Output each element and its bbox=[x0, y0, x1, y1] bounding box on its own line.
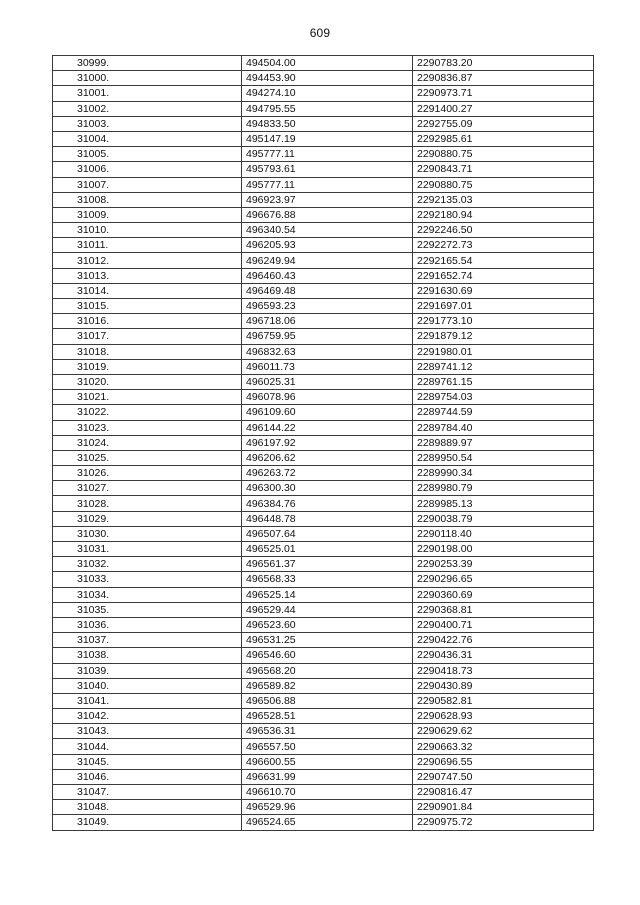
table-row bbox=[53, 162, 594, 177]
x-coordinate-cell: 496557.50 bbox=[242, 739, 413, 754]
point-number-cell: 31019. bbox=[53, 359, 242, 374]
x-coordinate-cell: 496263.72 bbox=[242, 466, 413, 481]
x-coordinate-cell: 494833.50 bbox=[242, 116, 413, 131]
table-row bbox=[53, 815, 594, 830]
point-number-cell: 31047. bbox=[53, 785, 242, 800]
table-row bbox=[53, 101, 594, 116]
table-row bbox=[53, 71, 594, 86]
table-row bbox=[53, 420, 594, 435]
point-number-cell: 31001. bbox=[53, 86, 242, 101]
y-coordinate-cell: 2291773.10 bbox=[413, 314, 594, 329]
y-coordinate-cell: 2292985.61 bbox=[413, 131, 594, 146]
x-coordinate-cell: 496536.31 bbox=[242, 724, 413, 739]
table-row bbox=[53, 390, 594, 405]
y-coordinate-cell: 2292246.50 bbox=[413, 223, 594, 238]
table-row bbox=[53, 526, 594, 541]
x-coordinate-cell: 496469.48 bbox=[242, 283, 413, 298]
point-number-cell: 31027. bbox=[53, 481, 242, 496]
table-row bbox=[53, 693, 594, 708]
y-coordinate-cell: 2289990.34 bbox=[413, 466, 594, 481]
y-coordinate-cell: 2290422.76 bbox=[413, 633, 594, 648]
table-row bbox=[53, 572, 594, 587]
point-number-cell: 31023. bbox=[53, 420, 242, 435]
table-row bbox=[53, 192, 594, 207]
table-row bbox=[53, 709, 594, 724]
point-number-cell: 31006. bbox=[53, 162, 242, 177]
y-coordinate-cell: 2290696.55 bbox=[413, 754, 594, 769]
x-coordinate-cell: 496531.25 bbox=[242, 633, 413, 648]
table-row bbox=[53, 268, 594, 283]
y-coordinate-cell: 2290296.65 bbox=[413, 572, 594, 587]
point-number-cell: 31026. bbox=[53, 466, 242, 481]
point-number-cell: 31013. bbox=[53, 268, 242, 283]
table-row bbox=[53, 678, 594, 693]
table-row bbox=[53, 542, 594, 557]
x-coordinate-cell: 496197.92 bbox=[242, 435, 413, 450]
table-row bbox=[53, 253, 594, 268]
table-row bbox=[53, 739, 594, 754]
y-coordinate-cell: 2289889.97 bbox=[413, 435, 594, 450]
x-coordinate-cell: 496206.62 bbox=[242, 450, 413, 465]
point-number-cell: 31018. bbox=[53, 344, 242, 359]
point-number-cell: 31007. bbox=[53, 177, 242, 192]
y-coordinate-cell: 2290198.00 bbox=[413, 542, 594, 557]
x-coordinate-cell: 496589.82 bbox=[242, 678, 413, 693]
y-coordinate-cell: 2289980.79 bbox=[413, 481, 594, 496]
x-coordinate-cell: 496523.60 bbox=[242, 617, 413, 632]
y-coordinate-cell: 2291879.12 bbox=[413, 329, 594, 344]
point-number-cell: 31035. bbox=[53, 602, 242, 617]
x-coordinate-cell: 496340.54 bbox=[242, 223, 413, 238]
x-coordinate-cell: 496529.44 bbox=[242, 602, 413, 617]
point-number-cell: 31038. bbox=[53, 648, 242, 663]
point-number-cell: 31036. bbox=[53, 617, 242, 632]
x-coordinate-cell: 496568.33 bbox=[242, 572, 413, 587]
coordinates-table bbox=[52, 55, 594, 831]
x-coordinate-cell: 496205.93 bbox=[242, 238, 413, 253]
point-number-cell: 31010. bbox=[53, 223, 242, 238]
point-number-cell: 31028. bbox=[53, 496, 242, 511]
x-coordinate-cell: 496528.51 bbox=[242, 709, 413, 724]
y-coordinate-cell: 2290430.89 bbox=[413, 678, 594, 693]
x-coordinate-cell: 496506.88 bbox=[242, 693, 413, 708]
point-number-cell: 31009. bbox=[53, 207, 242, 222]
y-coordinate-cell: 2289761.15 bbox=[413, 374, 594, 389]
table-row bbox=[53, 724, 594, 739]
table-row bbox=[53, 466, 594, 481]
y-coordinate-cell: 2290880.75 bbox=[413, 147, 594, 162]
table-row bbox=[53, 481, 594, 496]
y-coordinate-cell: 2290816.47 bbox=[413, 785, 594, 800]
table-row bbox=[53, 314, 594, 329]
x-coordinate-cell: 496448.78 bbox=[242, 511, 413, 526]
y-coordinate-cell: 2289744.59 bbox=[413, 405, 594, 420]
table-row bbox=[53, 86, 594, 101]
point-number-cell: 31002. bbox=[53, 101, 242, 116]
point-number-cell: 31015. bbox=[53, 299, 242, 314]
y-coordinate-cell: 2290975.72 bbox=[413, 815, 594, 830]
point-number-cell: 31031. bbox=[53, 542, 242, 557]
table-row bbox=[53, 344, 594, 359]
point-number-cell: 31024. bbox=[53, 435, 242, 450]
x-coordinate-cell: 496078.96 bbox=[242, 390, 413, 405]
table-row bbox=[53, 299, 594, 314]
table-row bbox=[53, 238, 594, 253]
y-coordinate-cell: 2290253.39 bbox=[413, 557, 594, 572]
table-row bbox=[53, 359, 594, 374]
y-coordinate-cell: 2292165.54 bbox=[413, 253, 594, 268]
table-row bbox=[53, 602, 594, 617]
y-coordinate-cell: 2289985.13 bbox=[413, 496, 594, 511]
table-row bbox=[53, 800, 594, 815]
y-coordinate-cell: 2292180.94 bbox=[413, 207, 594, 222]
x-coordinate-cell: 495777.11 bbox=[242, 147, 413, 162]
table-row bbox=[53, 587, 594, 602]
y-coordinate-cell: 2290368.81 bbox=[413, 602, 594, 617]
point-number-cell: 31012. bbox=[53, 253, 242, 268]
y-coordinate-cell: 2289741.12 bbox=[413, 359, 594, 374]
x-coordinate-cell: 495777.11 bbox=[242, 177, 413, 192]
y-coordinate-cell: 2290880.75 bbox=[413, 177, 594, 192]
point-number-cell: 30999. bbox=[53, 56, 242, 71]
point-number-cell: 31048. bbox=[53, 800, 242, 815]
y-coordinate-cell: 2291400.27 bbox=[413, 101, 594, 116]
table-row bbox=[53, 769, 594, 784]
point-number-cell: 31041. bbox=[53, 693, 242, 708]
table-row bbox=[53, 511, 594, 526]
table-row bbox=[53, 116, 594, 131]
table-body bbox=[53, 56, 594, 831]
point-number-cell: 31040. bbox=[53, 678, 242, 693]
y-coordinate-cell: 2290628.93 bbox=[413, 709, 594, 724]
page-number: 609 bbox=[309, 26, 331, 40]
x-coordinate-cell: 496144.22 bbox=[242, 420, 413, 435]
x-coordinate-cell: 496507.64 bbox=[242, 526, 413, 541]
point-number-cell: 31021. bbox=[53, 390, 242, 405]
point-number-cell: 31046. bbox=[53, 769, 242, 784]
table-row bbox=[53, 177, 594, 192]
x-coordinate-cell: 496109.60 bbox=[242, 405, 413, 420]
x-coordinate-cell: 496718.06 bbox=[242, 314, 413, 329]
x-coordinate-cell: 496011.73 bbox=[242, 359, 413, 374]
table-row bbox=[53, 557, 594, 572]
point-number-cell: 31025. bbox=[53, 450, 242, 465]
point-number-cell: 31032. bbox=[53, 557, 242, 572]
y-coordinate-cell: 2290843.71 bbox=[413, 162, 594, 177]
x-coordinate-cell: 496568.20 bbox=[242, 663, 413, 678]
point-number-cell: 31008. bbox=[53, 192, 242, 207]
table-row bbox=[53, 283, 594, 298]
y-coordinate-cell: 2290118.40 bbox=[413, 526, 594, 541]
x-coordinate-cell: 496384.76 bbox=[242, 496, 413, 511]
table-row bbox=[53, 617, 594, 632]
x-coordinate-cell: 496460.43 bbox=[242, 268, 413, 283]
point-number-cell: 31039. bbox=[53, 663, 242, 678]
point-number-cell: 31044. bbox=[53, 739, 242, 754]
point-number-cell: 31022. bbox=[53, 405, 242, 420]
x-coordinate-cell: 496249.94 bbox=[242, 253, 413, 268]
point-number-cell: 31033. bbox=[53, 572, 242, 587]
table-row bbox=[53, 785, 594, 800]
x-coordinate-cell: 496832.63 bbox=[242, 344, 413, 359]
y-coordinate-cell: 2290418.73 bbox=[413, 663, 594, 678]
point-number-cell: 31016. bbox=[53, 314, 242, 329]
x-coordinate-cell: 496593.23 bbox=[242, 299, 413, 314]
table-row bbox=[53, 207, 594, 222]
point-number-cell: 31034. bbox=[53, 587, 242, 602]
point-number-cell: 31029. bbox=[53, 511, 242, 526]
y-coordinate-cell: 2290973.71 bbox=[413, 86, 594, 101]
x-coordinate-cell: 496525.14 bbox=[242, 587, 413, 602]
point-number-cell: 31042. bbox=[53, 709, 242, 724]
x-coordinate-cell: 494795.55 bbox=[242, 101, 413, 116]
point-number-cell: 31003. bbox=[53, 116, 242, 131]
x-coordinate-cell: 496025.31 bbox=[242, 374, 413, 389]
y-coordinate-cell: 2290400.71 bbox=[413, 617, 594, 632]
x-coordinate-cell: 496300.30 bbox=[242, 481, 413, 496]
x-coordinate-cell: 496631.99 bbox=[242, 769, 413, 784]
point-number-cell: 31020. bbox=[53, 374, 242, 389]
x-coordinate-cell: 496546.60 bbox=[242, 648, 413, 663]
point-number-cell: 31014. bbox=[53, 283, 242, 298]
table-row bbox=[53, 450, 594, 465]
point-number-cell: 31037. bbox=[53, 633, 242, 648]
x-coordinate-cell: 496525.01 bbox=[242, 542, 413, 557]
y-coordinate-cell: 2289950.54 bbox=[413, 450, 594, 465]
table-row bbox=[53, 648, 594, 663]
table-row bbox=[53, 131, 594, 146]
point-number-cell: 31043. bbox=[53, 724, 242, 739]
table-row bbox=[53, 435, 594, 450]
y-coordinate-cell: 2291697.01 bbox=[413, 299, 594, 314]
x-coordinate-cell: 496923.97 bbox=[242, 192, 413, 207]
x-coordinate-cell: 494504.00 bbox=[242, 56, 413, 71]
point-number-cell: 31045. bbox=[53, 754, 242, 769]
y-coordinate-cell: 2292755.09 bbox=[413, 116, 594, 131]
y-coordinate-cell: 2291630.69 bbox=[413, 283, 594, 298]
table-row bbox=[53, 405, 594, 420]
table-row bbox=[53, 223, 594, 238]
x-coordinate-cell: 496676.88 bbox=[242, 207, 413, 222]
y-coordinate-cell: 2292272.73 bbox=[413, 238, 594, 253]
x-coordinate-cell: 494274.10 bbox=[242, 86, 413, 101]
y-coordinate-cell: 2290582.81 bbox=[413, 693, 594, 708]
y-coordinate-cell: 2291980.01 bbox=[413, 344, 594, 359]
x-coordinate-cell: 496610.70 bbox=[242, 785, 413, 800]
x-coordinate-cell: 495147.19 bbox=[242, 131, 413, 146]
y-coordinate-cell: 2290836.87 bbox=[413, 71, 594, 86]
y-coordinate-cell: 2291652.74 bbox=[413, 268, 594, 283]
y-coordinate-cell: 2290663.32 bbox=[413, 739, 594, 754]
y-coordinate-cell: 2290629.62 bbox=[413, 724, 594, 739]
y-coordinate-cell: 2290038.79 bbox=[413, 511, 594, 526]
table-row bbox=[53, 754, 594, 769]
point-number-cell: 31011. bbox=[53, 238, 242, 253]
table-row bbox=[53, 329, 594, 344]
point-number-cell: 31004. bbox=[53, 131, 242, 146]
table-row bbox=[53, 496, 594, 511]
point-number-cell: 31000. bbox=[53, 71, 242, 86]
point-number-cell: 31005. bbox=[53, 147, 242, 162]
x-coordinate-cell: 496529.96 bbox=[242, 800, 413, 815]
x-coordinate-cell: 495793.61 bbox=[242, 162, 413, 177]
table-row bbox=[53, 633, 594, 648]
table-row bbox=[53, 147, 594, 162]
y-coordinate-cell: 2290901.84 bbox=[413, 800, 594, 815]
x-coordinate-cell: 496600.55 bbox=[242, 754, 413, 769]
y-coordinate-cell: 2290747.50 bbox=[413, 769, 594, 784]
x-coordinate-cell: 496561.37 bbox=[242, 557, 413, 572]
point-number-cell: 31049. bbox=[53, 815, 242, 830]
point-number-cell: 31030. bbox=[53, 526, 242, 541]
x-coordinate-cell: 496759.95 bbox=[242, 329, 413, 344]
y-coordinate-cell: 2289784.40 bbox=[413, 420, 594, 435]
y-coordinate-cell: 2292135.03 bbox=[413, 192, 594, 207]
table-row bbox=[53, 56, 594, 71]
x-coordinate-cell: 494453.90 bbox=[242, 71, 413, 86]
y-coordinate-cell: 2290783.20 bbox=[413, 56, 594, 71]
y-coordinate-cell: 2289754.03 bbox=[413, 390, 594, 405]
y-coordinate-cell: 2290360.69 bbox=[413, 587, 594, 602]
table-row bbox=[53, 663, 594, 678]
point-number-cell: 31017. bbox=[53, 329, 242, 344]
table-row bbox=[53, 374, 594, 389]
x-coordinate-cell: 496524.65 bbox=[242, 815, 413, 830]
y-coordinate-cell: 2290436.31 bbox=[413, 648, 594, 663]
